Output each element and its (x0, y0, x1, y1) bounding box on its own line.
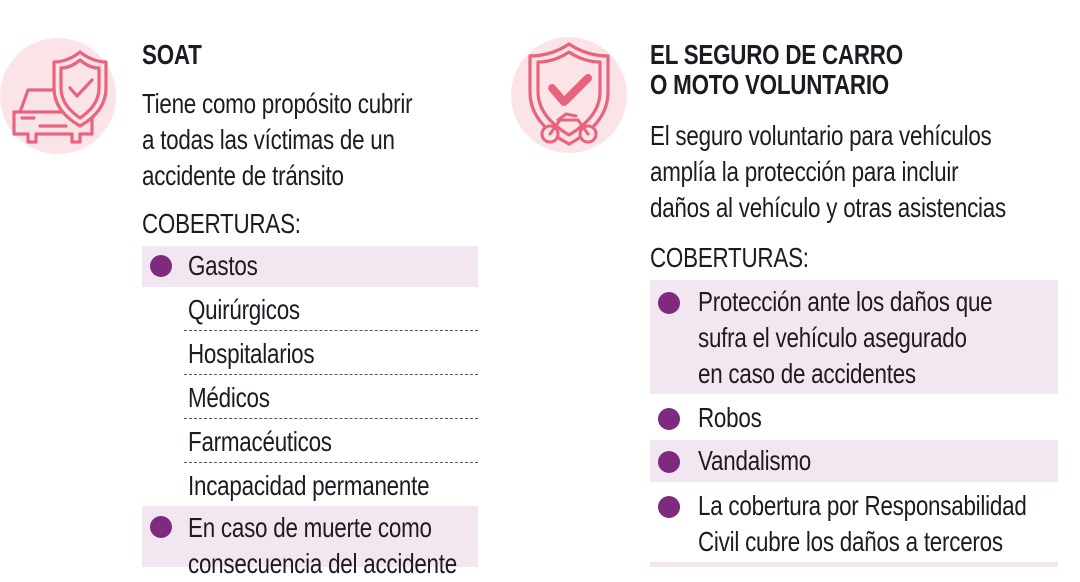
soat-description: Tiene como propósito cubrir a todas las víctimas de un accidente de tránsito (142, 88, 413, 191)
soat-sub-quirurgicos: Quirúrgicos (188, 294, 300, 325)
divider (184, 418, 478, 419)
soat-sub-hospitalarios: Hospitalarios (188, 338, 315, 369)
divider (184, 462, 478, 463)
car-shield-check-icon (0, 38, 118, 156)
bullet-icon (658, 292, 680, 314)
soat-sub-medicos: Médicos (188, 382, 270, 413)
divider (184, 374, 478, 375)
bullet-icon (658, 451, 680, 473)
soat-sub-incapacidad: Incapacidad permanente (188, 470, 430, 501)
divider (184, 330, 478, 331)
bullet-icon (658, 496, 680, 518)
soat-coverage-gastos-label: Gastos (188, 250, 258, 281)
bullet-icon (150, 255, 172, 277)
bullet-icon (658, 408, 680, 430)
voluntario-coverage-label: COBERTURAS: (650, 242, 809, 273)
voluntario-coverage-next (650, 562, 1058, 567)
soat-coverage-muerte-label: En caso de muerte como consecuencia del accidente (188, 512, 457, 579)
soat-title: SOAT (142, 39, 202, 70)
soat-coverage-label: COBERTURAS: (142, 208, 301, 239)
voluntario-title: EL SEGURO DE CARRO O MOTO VOLUNTARIO (650, 39, 903, 100)
voluntario-coverage-proteccion-label: Protección ante los daños que sufra el vehículo asegurado en caso de accidentes (698, 286, 993, 389)
soat-sub-farmaceuticos: Farmacéuticos (188, 426, 332, 457)
voluntario-description: El seguro voluntario para vehículos amplía la protección para incluir daños al vehículo y otras asistencias (650, 120, 1006, 223)
voluntario-coverage-vandalismo-label: Vandalismo (698, 445, 811, 476)
voluntario-coverage-robos: Robos (698, 402, 762, 433)
motorcycle-shield-check-icon (510, 36, 628, 154)
bullet-icon (150, 516, 172, 538)
voluntario-coverage-responsabilidad: La cobertura por Responsabilidad Civil cubre los daños a terceros (698, 490, 1027, 557)
